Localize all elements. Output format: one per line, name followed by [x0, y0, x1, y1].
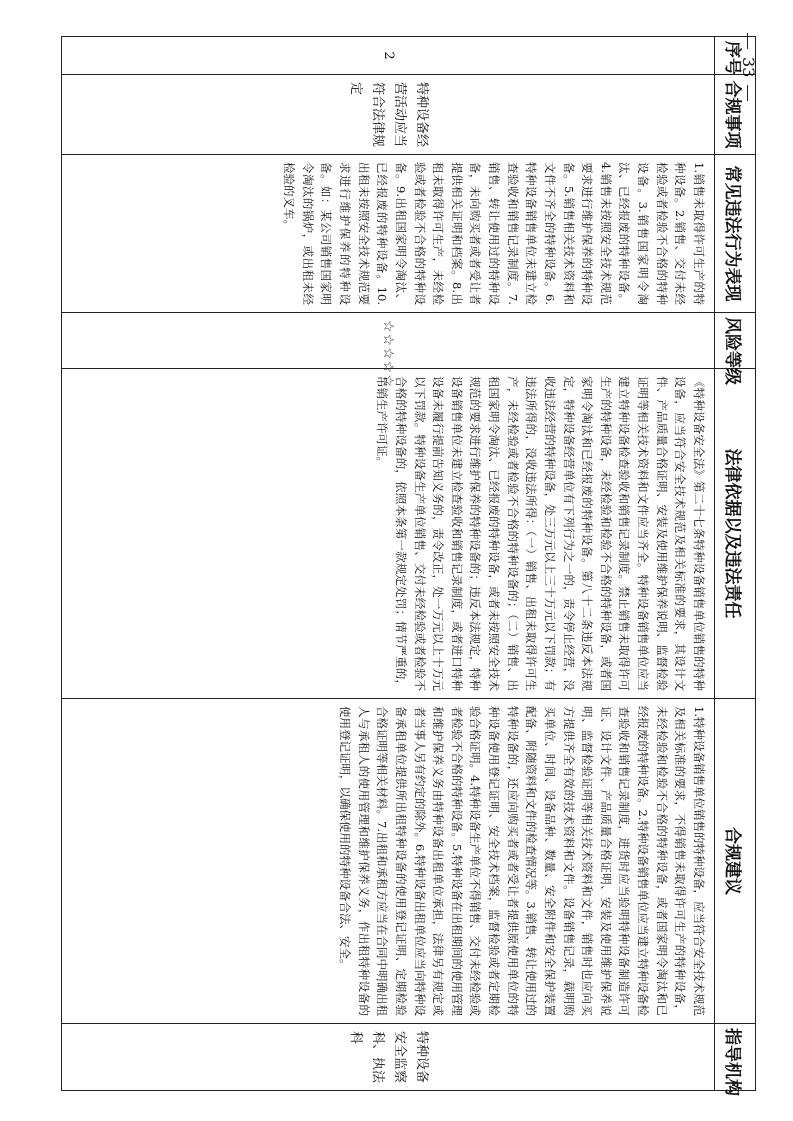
cell-seq: 2 [62, 37, 715, 75]
header-behavior: 常见违法行为表现 [715, 155, 756, 313]
cell-risk-stars: ☆☆☆☆☆ [62, 313, 715, 369]
page-number-dash-left [747, 33, 748, 49]
header-item: 合规事项 [715, 75, 756, 155]
cell-advice: 1.特种设备销售单位销售的特种设备，应当符合安全技术规范及相关标准的要求，不得销售未取得许可生产的特种设备，未经检验和检验不合格的特种设备，或者国家明令淘汰和已经报废的特种设备。2.特种设备销售单位应当建立特种设备检查验收和销售记录制度，进货时应当验明特种设备制造许可证、设计文件、产品质量合格证明、安装及使用维护保养说明、监督检验证明等相关技术资料和文件，销售时也应向买方提供齐全有效的技术资料和文件。设备销售记录，载明购买单位、时间、设备品种、数量、安全附件和安全保护装置配备、附随资料和文件的检查情况等。3.销售、转让使用过的特种设备的，还应向购买者或者受让者提供原使用单位的特种设备使用登记证明、安全技术档案，监督检验或者定期检验合格证明。4.特种设备生产单位不得销售、交付未经检验或者检验不合格的特种设备。5.特种设备在出租期间的使用管理和维护保养义务由特种设备出租单位承担，法律另有规定或者当事人另有约定的除外。6.特种设备出租单位应当向特种设备承租单位提供所出租特种设备的使用登记证明、定期检验合格证明等相关材料。7.出租和承租方应当在合同中明确出租人与承租人的使用管理和维护保养义务，作出租特种设备的使用登记证明，以确保使用的特种设备合法、安全。 [62, 699, 715, 1024]
cell-item: 特种设备经营活动应当符合法律规定 [62, 75, 715, 155]
page-number [739, 25, 758, 109]
rotated-landscape-page [61, 36, 756, 1096]
header-risk: 风险等级 [715, 313, 756, 369]
header-advice: 合规建议 [715, 699, 756, 1024]
page-number-dash-right [747, 85, 748, 101]
page-number-value: 33 [739, 57, 758, 78]
compliance-table [61, 36, 756, 1096]
header-seq: 序号 [715, 37, 756, 75]
table-row [62, 37, 715, 1091]
header-org: 指导机构 [715, 1024, 756, 1091]
cell-legal: 《特种设备安全法》第二十七条特种设备销售单位销售的特种设备，应当符合安全技术规范及相关标准的要求，其设计文件、产品质量合格证明、安装及使用维护保养说明、监督检验证明等相关技术资料和文件应当齐全。特种设备销售单位应当建立特种设备检查验收和销售记录制度。禁止销售未取得许可生产的特种设备，未经检验和检验不合格的特种设备，或者国家明令淘汰和已经报废的特种设备。第八十二条违反本法规定，特种设备经营单位有下列行为之一的，责令停止经营，没收违法经营的特种设备，处三万元以上三十万元以下罚款；有违法所得的，没收违法所得：（一）销售、出租未取得许可生产，未经检验或者检验不合格的特种设备的；（二）销售、出租国家明令淘汰、已经报废的特种设备，或者未按照安全技术规范的要求进行维护保养的特种设备的；违反本法规定，特种设备销售单位未建立检查验收和销售记录制度，或者进口特种设备未履行提前告知义务的，责令改正，处一万元以上十万元以下罚款。特种设备生产单位销售、交付未经检验或者检验不合格的特种设备的，依照本条第一款规定处罚；情节严重的，吊销生产许可证。 [62, 369, 715, 699]
table-header-row [715, 37, 756, 1091]
cell-behavior: 1.销售未取得许可生产的特种设备。2.销售、交付未经检验或者检验不合格的特种设备。3.销售国家明令淘汰、已经报废的特种设备。4.销售未按照安全技术规范要求进行维护保养的特种设备。5.销售相关技术资料和文件不齐全的特种设备。6.特种设备销售单位未建立检查验收和销售记录制度。7.销售、转让使用过的特种设备，未向购买者或者受让者提供相关证明和档案。8.出租未取得许可生产，未经检验或者检验不合格的特种设备。9.出租国家明令淘汰、已经报废的特种设备。10.出租未按照安全技术规范要求进行维护保养的特种设备。如：某公司销售国家明令淘汰的锅炉，或出租未经检验的叉车。 [62, 155, 715, 313]
cell-org: 特种设备安全监察科、执法科 [62, 1024, 715, 1091]
header-legal: 法律依据以及违法责任 [715, 369, 756, 699]
